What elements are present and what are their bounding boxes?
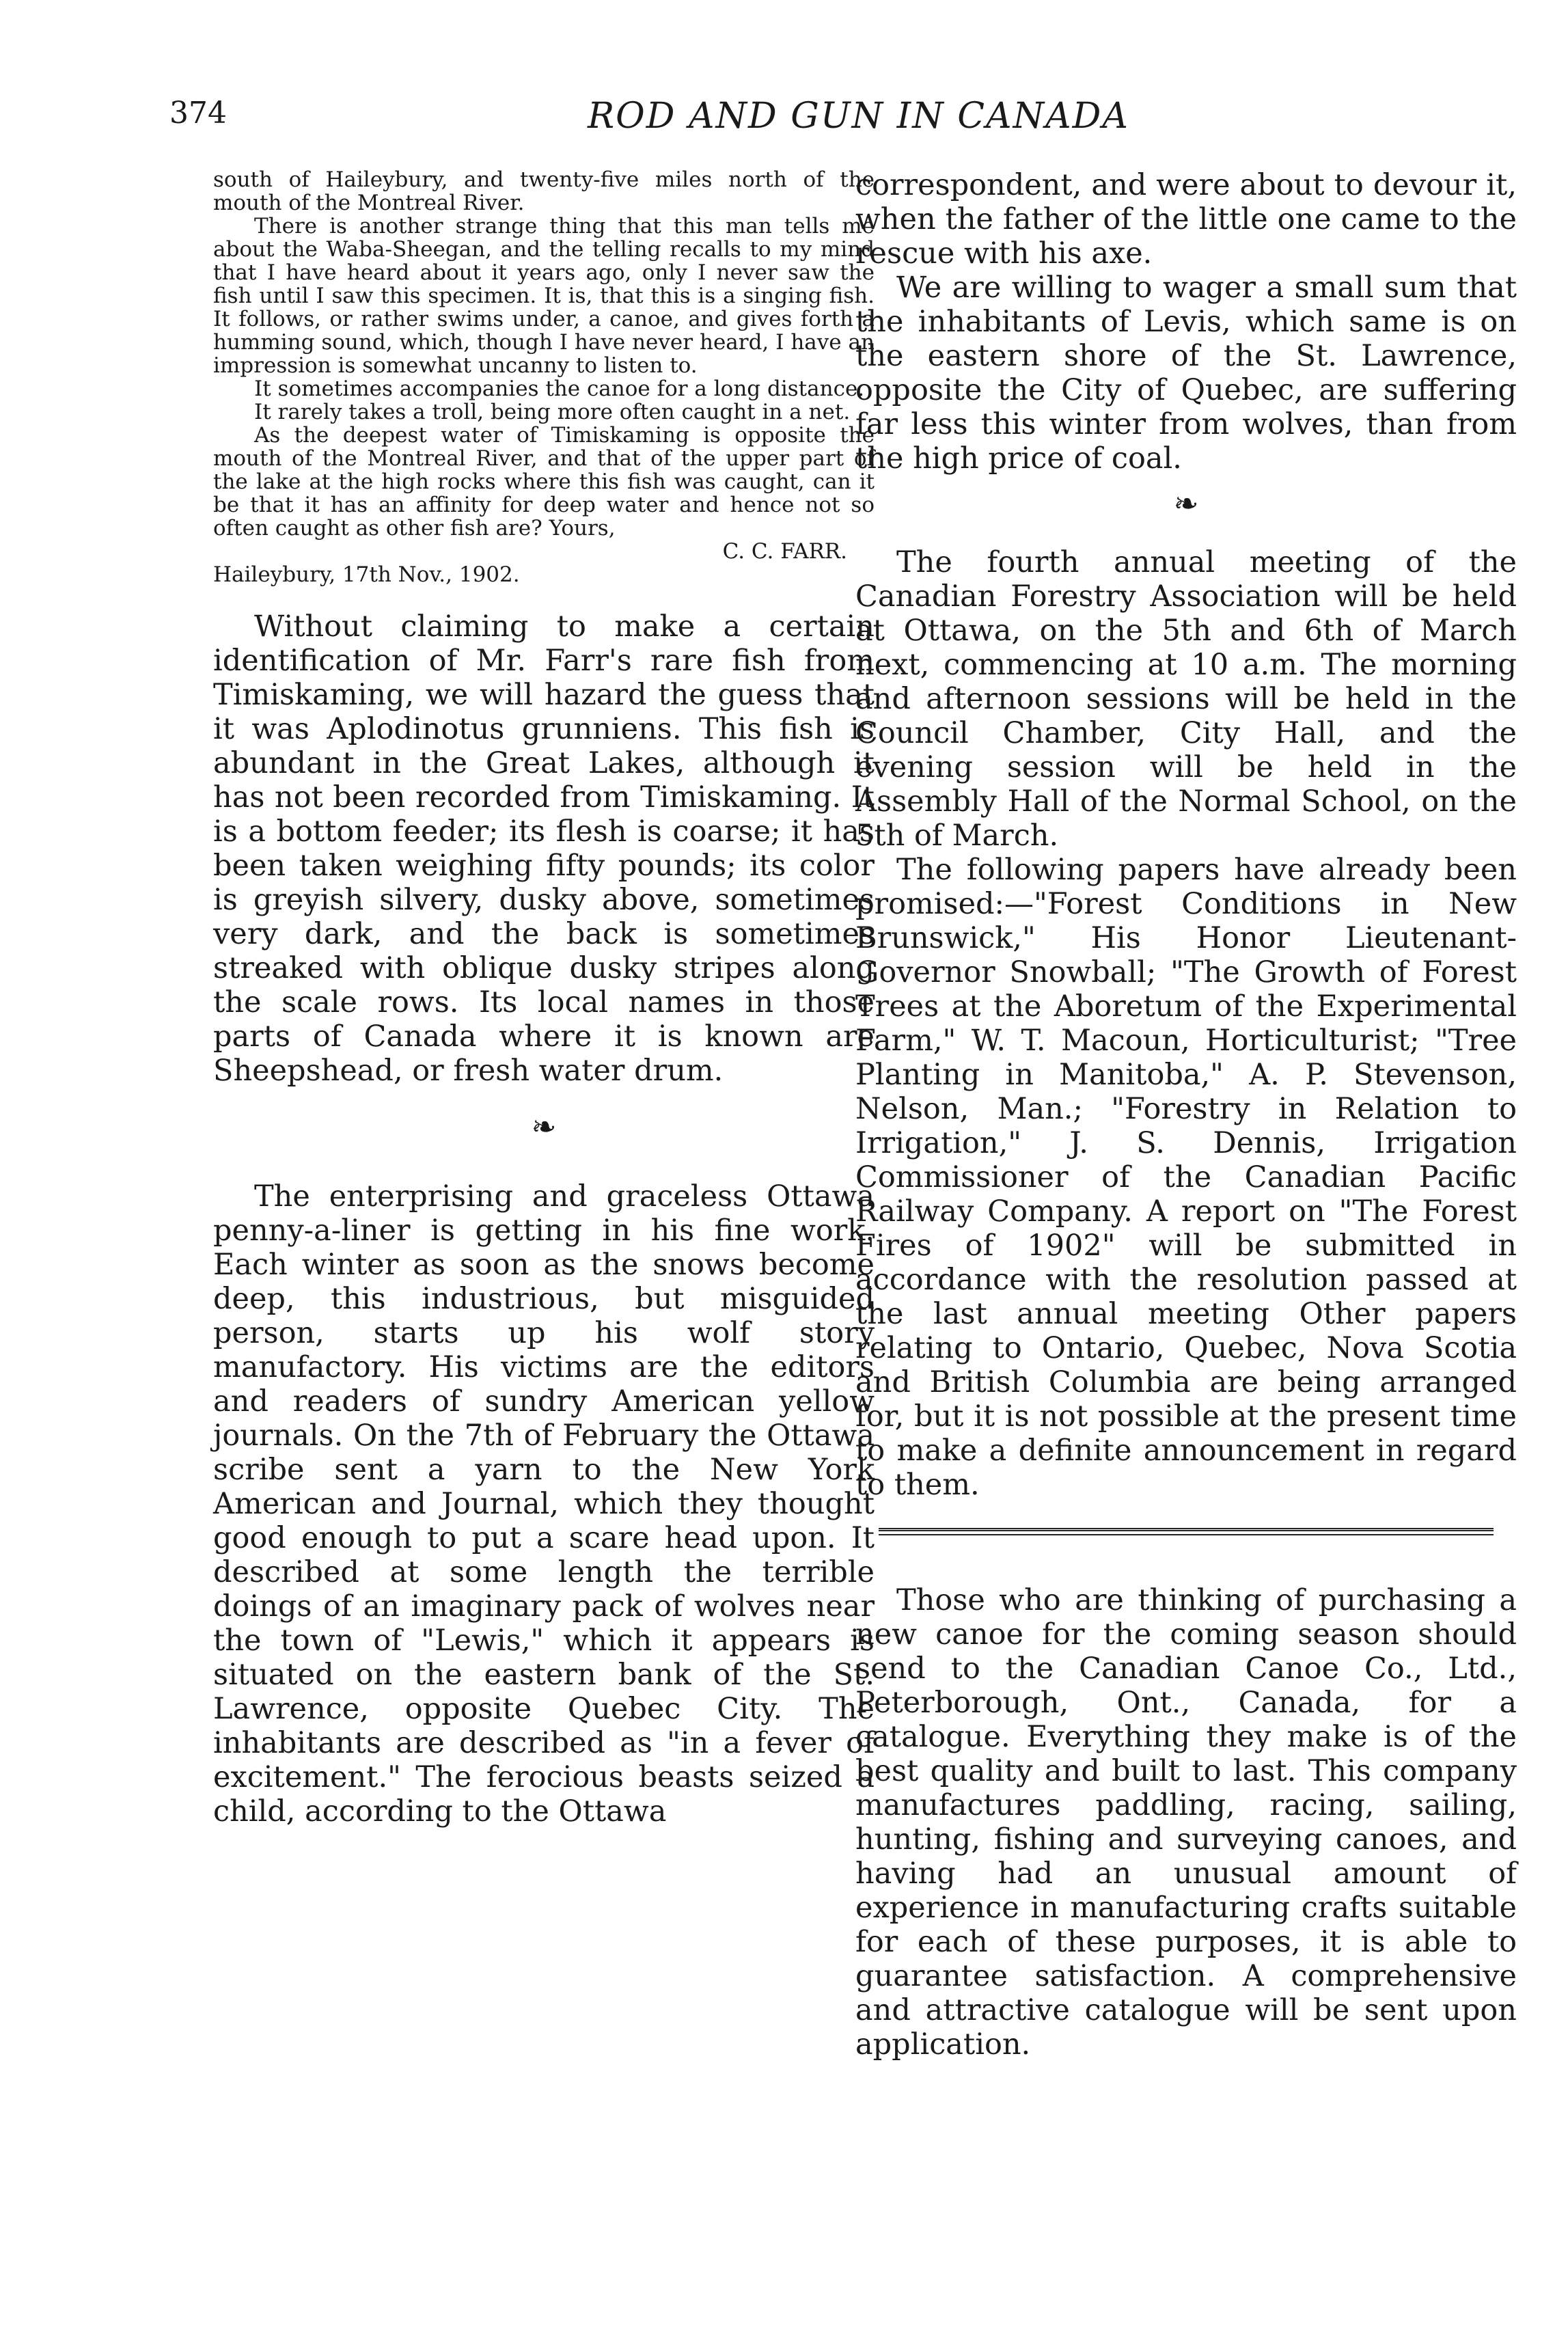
article-paragraph: We are willing to wager a small sum that the inhabitants of Levis, which same is on the eastern shore of the St. Lawrence, opposite the City of Quebec, are suffering far less this winter from wolves, than from the high price of coal. <box>855 271 1517 476</box>
article-paragraph: Without claiming to make a certain identification of Mr. Farr's rare fish from Timiskaming, we will hazard the guess that it was Aplodinotus grunniens. This fish is abundant in the Great Lakes, although it has not been recorded from Timiskaming. It is a bottom feeder; its flesh is coarse; it has been taken weighing fifty pounds; its color is greyish silvery, dusky above, sometimes very dark, and the back is sometimes streaked with oblique dusky stripes along the scale rows. Its local names in those parts of Canada where it is known are Sheepshead, or fresh water drum. <box>213 610 875 1088</box>
right-column <box>855 168 1517 2062</box>
article-paragraph: The enterprising and graceless Ottawa penny-a-liner is getting in his fine work. Each winter as soon as the snows become deep, this industrious, but misguided person, starts up his wolf story manufactory. His victims are the editors and readers of sundry American yellow journals. On the 7th of February the Ottawa scribe sent a yarn to the New York American and Journal, which they thought good enough to put a scare head upon. It described at some length the terrible doings of an imaginary pack of wolves near the town of "Lewis," which it appears is situated on the eastern bank of the St. Lawrence, opposite Quebec City. The inhabitants are described as "in a fever of excitement." The ferocious beasts seized a child, according to the Ottawa <box>213 1179 875 1829</box>
letter-paragraph: As the deepest water of Timiskaming is opposite the mouth of the Montreal River, and that of the upper part of the lake at the high rocks where this fish was caught, can it be that it has an affinity for deep water and hence not so often caught as other fish are? Yours, <box>213 423 875 541</box>
page-header <box>0 96 1568 150</box>
running-head: ROD AND GUN IN CANADA <box>588 96 1129 137</box>
left-column <box>213 168 875 1829</box>
letter-dateline: Haileybury, 17th Nov., 1902. <box>213 562 520 587</box>
double-rule-divider <box>879 1528 1494 1535</box>
section-ornament: ❧ <box>531 1110 557 1145</box>
letter-paragraph: It sometimes accompanies the canoe for a long distance. <box>254 377 865 401</box>
letter-paragraph: There is another strange thing that this man tells me about the Waba-Sheegan, and the telling recalls to my mind that I have heard about it years ago, only I never saw the fish until I saw this specimen. It is, that this is a singing fish. It follows, or rather swims under, a canoe, and gives forth a humming sound, which, though I have never heard, I have an impression is somewhat uncanny to listen to. <box>213 214 875 378</box>
article-paragraph: Those who are thinking of purchasing a new canoe for the coming season should send to the Canadian Canoe Co., Ltd., Peterborough, Ont., Canada, for a catalogue. Everything they make is of the best quality and built to last. This company manufactures paddling, racing, sailing, hunting, fishing and surveying canoes, and having had an unusual amount of experience in manufacturing crafts suitable for each of these purposes, it is able to guarantee satisfaction. A comprehensive and attractive catalogue will be sent upon application. <box>855 1583 1517 2062</box>
page-number: 374 <box>169 96 227 131</box>
letter-paragraph: south of Haileybury, and twenty-five miles north of the mouth of the Montreal River. <box>213 167 875 215</box>
article-paragraph: The following papers have already been promised:—"Forest Conditions in New Brunswick," His Honor Lieutenant-Governor Snowball; "The Growth of Forest Trees at the Aboretum of the Experimental Farm," W. T. Macoun, Horticulturist; "Tree Planting in Manitoba," A. P. Stevenson, Nelson, Man.; "Forestry in Relation to Irrigation," J. S. Dennis, Irrigation Commissioner of the Canadian Pacific Railway Company. A report on "The Forest Fires of 1902" will be submitted in accordance with the resolution passed at the last annual meeting Other papers relating to Ontario, Quebec, Nova Scotia and British Columbia are being arranged for, but it is not possible at the present time to make a definite announcement in regard to them. <box>855 853 1517 1502</box>
letter-signature: C. C. FARR. <box>722 539 847 564</box>
article-paragraph: correspondent, and were about to devour it, when the father of the little one came to the rescue with his axe. <box>855 168 1517 271</box>
article-paragraph: The fourth annual meeting of the Canadian Forestry Association will be held at Ottawa, on the 5th and 6th of March next, commencing at 10 a.m. The morning and afternoon sessions will be held in the Council Chamber, City Hall, and the evening session will be held in the Assembly Hall of the Normal School, on the 5th of March. <box>855 545 1517 853</box>
letter-paragraph: It rarely takes a troll, being more often caught in a net. <box>254 400 851 424</box>
section-ornament: ❧ <box>1173 487 1199 521</box>
